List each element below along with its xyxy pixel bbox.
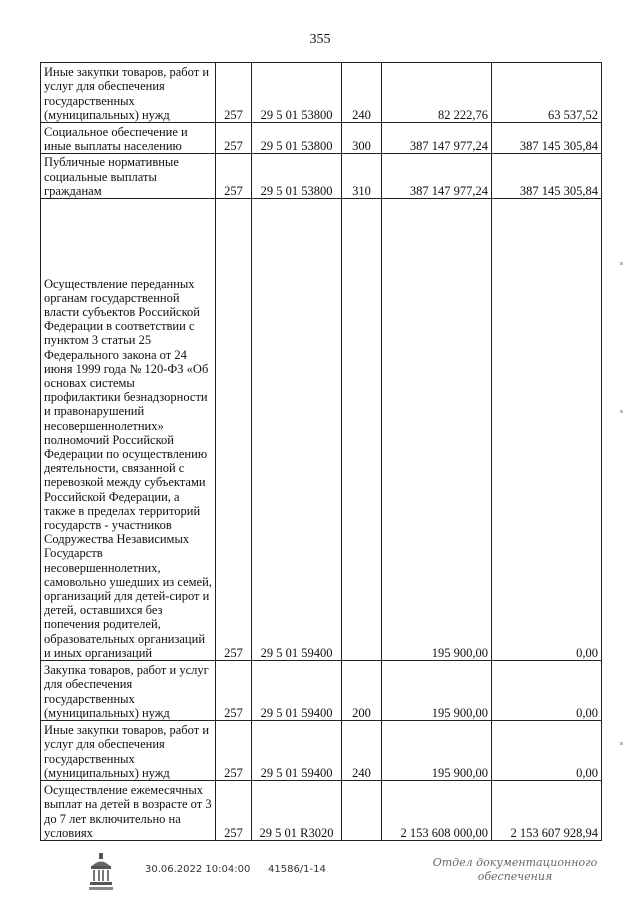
- row-kvr: [342, 781, 382, 841]
- scan-mark: [620, 262, 623, 265]
- row-approved: 387 147 977,24: [382, 154, 492, 199]
- row-kvr: 240: [342, 63, 382, 123]
- table-row: [41, 199, 602, 661]
- row-name: Социальное обеспечение и иные выплаты населению: [41, 123, 216, 154]
- department-stamp: [430, 856, 600, 884]
- footer-datetime: 30.06.2022 10:04:00: [145, 864, 251, 875]
- table-row: [41, 781, 602, 841]
- row-kcsr: 29 5 01 53800: [252, 63, 342, 123]
- row-kvr: 310: [342, 154, 382, 199]
- row-code: 257: [216, 63, 252, 123]
- row-code: 257: [216, 721, 252, 781]
- row-approved: 195 900,00: [382, 199, 492, 661]
- budget-table: [40, 62, 602, 841]
- row-executed: 2 153 607 928,94: [492, 781, 602, 841]
- row-kcsr: 29 5 01 59400: [252, 661, 342, 721]
- row-kvr: 300: [342, 123, 382, 154]
- row-kcsr: 29 5 01 59400: [252, 199, 342, 661]
- row-approved: 2 153 608 000,00: [382, 781, 492, 841]
- row-approved: 387 147 977,24: [382, 123, 492, 154]
- row-kvr: 200: [342, 661, 382, 721]
- row-code: 257: [216, 123, 252, 154]
- row-name: Иные закупки товаров, работ и услуг для обеспечения государственных (муниципальных) нужд: [41, 63, 216, 123]
- table-row: [41, 154, 602, 199]
- row-code: 257: [216, 781, 252, 841]
- row-name: Иные закупки товаров, работ и услуг для обеспечения государственных (муниципальных) нужд: [41, 721, 216, 781]
- page-number: 355: [309, 32, 331, 47]
- table-row: [41, 721, 602, 781]
- emblem-icon: [88, 852, 114, 892]
- stamp-line-2: обеспечения: [477, 870, 553, 883]
- scan-mark: [620, 410, 623, 413]
- row-executed: 63 537,52: [492, 63, 602, 123]
- row-name: Осуществление переданных органам государственной власти субъектов Российской Федерации в соответствии с пунктом 3 статьи 25 Федерального закона от 24 июня 1999 года № 120-ФЗ «Об основах системы профилактики безнадзорности и правонарушений несовершеннолетних» полномочий Российской Федерации по осуществлению деятельности, связанной с перевозкой между субъектами Российской Федерации, а также в пределах территорий государств - участников Содружества Независимых Государств несовершеннолетних, самовольно ушедших из семей, организаций для детей-сирот и детей, оставшихся без попечения родителей, образовательных организаций и иных организаций: [41, 199, 216, 661]
- row-executed: 0,00: [492, 721, 602, 781]
- row-kvr: [342, 199, 382, 661]
- stamp-line-1: Отдел документационного: [432, 856, 598, 869]
- row-kcsr: 29 5 01 59400: [252, 721, 342, 781]
- row-approved: 195 900,00: [382, 661, 492, 721]
- row-kcsr: 29 5 01 53800: [252, 123, 342, 154]
- row-kcsr: 29 5 01 53800: [252, 154, 342, 199]
- row-code: 257: [216, 154, 252, 199]
- row-kvr: 240: [342, 721, 382, 781]
- row-code: 257: [216, 199, 252, 661]
- row-executed: 387 145 305,84: [492, 123, 602, 154]
- row-name: Публичные нормативные социальные выплаты гражданам: [41, 154, 216, 199]
- scan-mark: [620, 742, 623, 745]
- row-name: Закупка товаров, работ и услуг для обеспечения государственных (муниципальных) нужд: [41, 661, 216, 721]
- row-name: Осуществление ежемесячных выплат на детей в возрасте от 3 до 7 лет включительно на условиях: [41, 781, 216, 841]
- row-executed: 387 145 305,84: [492, 154, 602, 199]
- row-kcsr: 29 5 01 R3020: [252, 781, 342, 841]
- table-row: [41, 123, 602, 154]
- row-code: 257: [216, 661, 252, 721]
- table-row: [41, 63, 602, 123]
- table-row: [41, 661, 602, 721]
- row-executed: 0,00: [492, 199, 602, 661]
- footer-doc-number: 41586/1-14: [268, 864, 326, 875]
- row-approved: 195 900,00: [382, 721, 492, 781]
- row-approved: 82 222,76: [382, 63, 492, 123]
- row-executed: 0,00: [492, 661, 602, 721]
